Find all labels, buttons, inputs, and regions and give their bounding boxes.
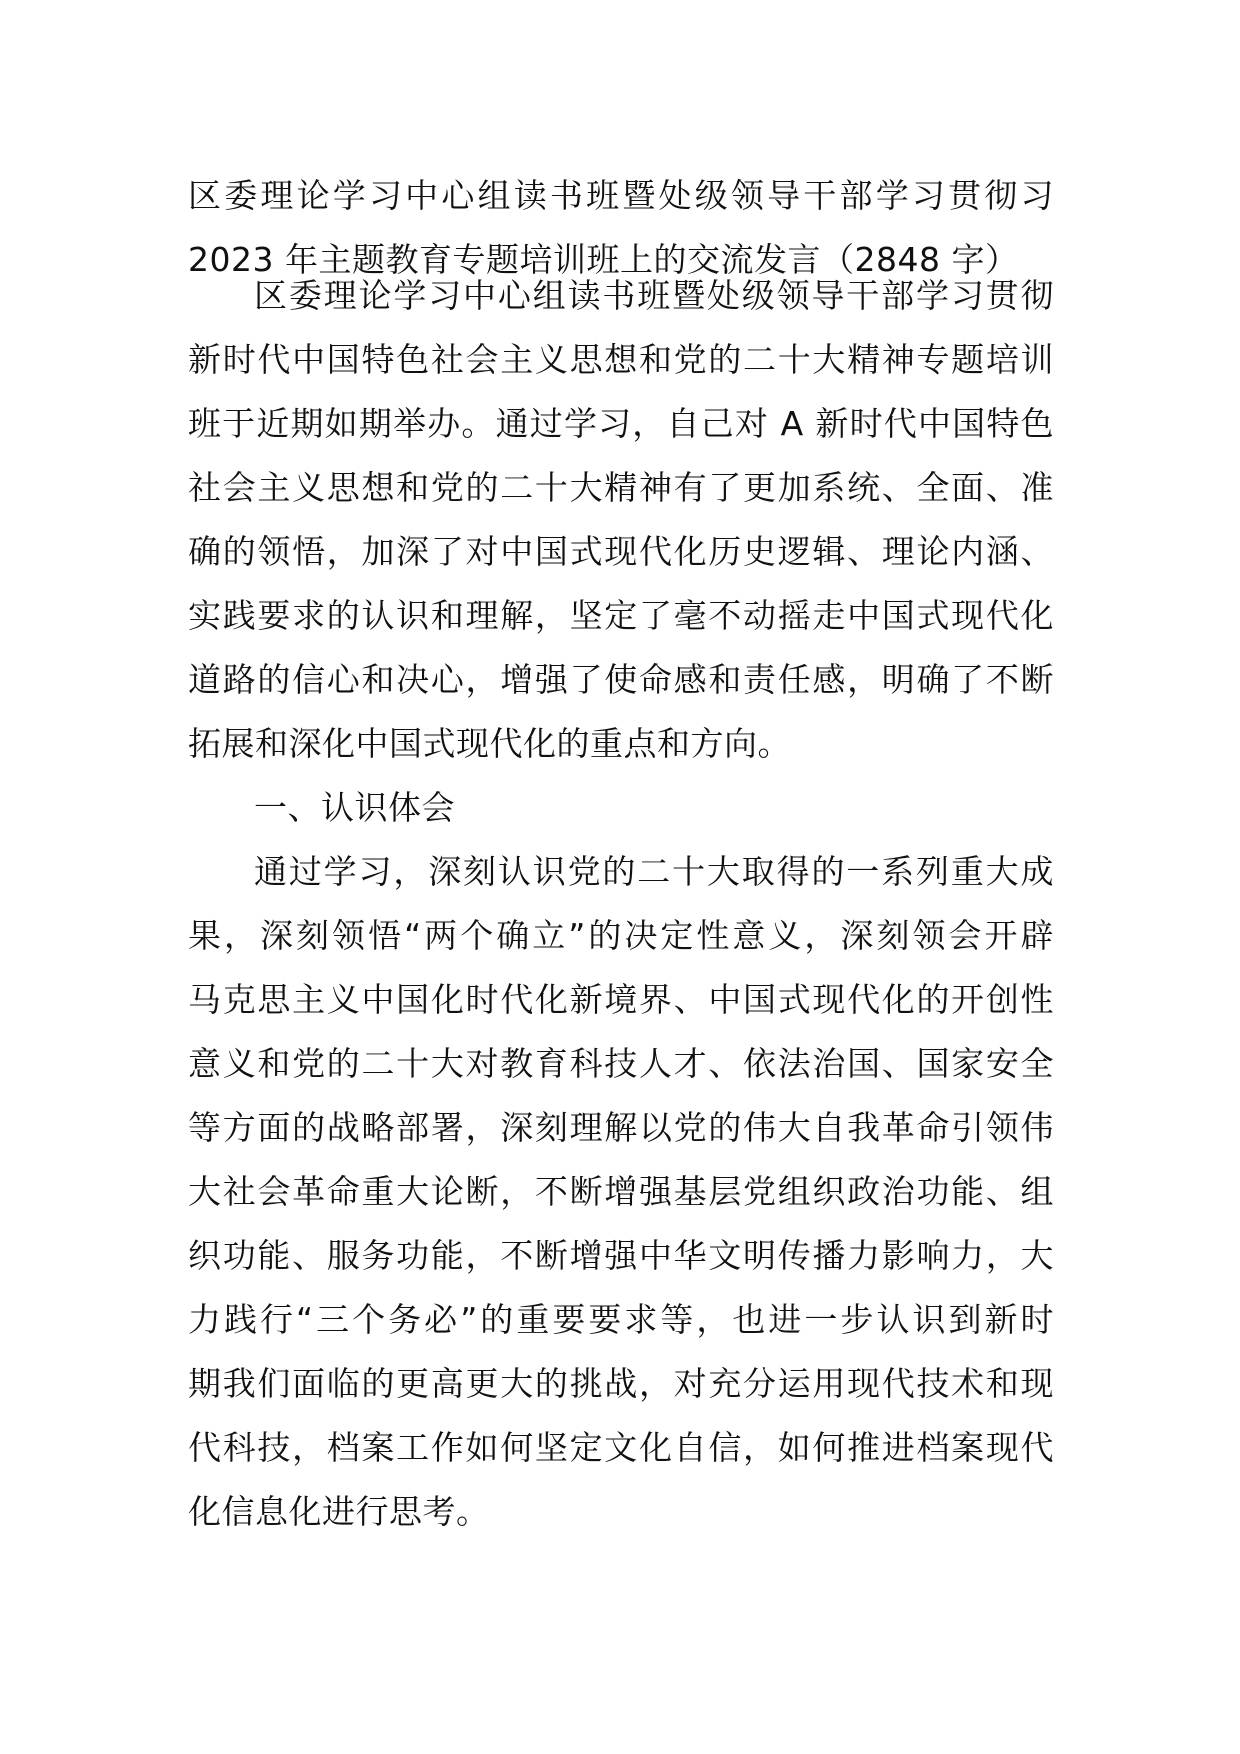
- title-line: 区委理论学习中心组读书班暨处级领导干部学习贯彻习: [188, 176, 1054, 215]
- paragraph-line: 等方面的战略部署，深刻理解以党的伟大自我革命引领伟: [188, 1108, 1054, 1147]
- paragraph-line: 拓展和深化中国式现代化的重点和方向。: [188, 724, 791, 763]
- paragraph-line: 力践行“三个务必”的重要要求等，也进一步认识到新时: [188, 1300, 1054, 1339]
- title-line: 2023 年主题教育专题培训班上的交流发言（2848 字）: [188, 240, 1019, 279]
- paragraph-line: 织功能、服务功能，不断增强中华文明传播力影响力，大: [188, 1236, 1054, 1275]
- document-body: [188, 264, 1054, 1544]
- paragraph-line: 马克思主义中国化时代化新境界、中国式现代化的开创性: [188, 980, 1054, 1019]
- paragraph-line: 新时代中国特色社会主义思想和党的二十大精神专题培训: [188, 340, 1054, 379]
- paragraph-line: 确的领悟，加深了对中国式现代化历史逻辑、理论内涵、: [188, 532, 1054, 571]
- paragraph-line: 班于近期如期举办。通过学习，自己对 A 新时代中国特色: [188, 404, 1054, 443]
- section-heading: 一、认识体会: [254, 788, 455, 827]
- paragraph-line: 通过学习，深刻认识党的二十大取得的一系列重大成: [254, 852, 1054, 891]
- paragraph-line: 社会主义思想和党的二十大精神有了更加系统、全面、准: [188, 468, 1054, 507]
- paragraph-line: 道路的信心和决心，增强了使命感和责任感，明确了不断: [188, 660, 1054, 699]
- paragraph-line: 区委理论学习中心组读书班暨处级领导干部学习贯彻: [254, 276, 1054, 315]
- paragraph-line: 果，深刻领悟“两个确立”的决定性意义，深刻领会开辟: [188, 916, 1054, 955]
- paragraph-line: 意义和党的二十大对教育科技人才、依法治国、国家安全: [188, 1044, 1054, 1083]
- paragraph-line: 大社会革命重大论断，不断增强基层党组织政治功能、组: [188, 1172, 1054, 1211]
- paragraph-line: 期我们面临的更高更大的挑战，对充分运用现代技术和现: [188, 1364, 1054, 1403]
- paragraph-line: 代科技，档案工作如何坚定文化自信，如何推进档案现代: [188, 1428, 1054, 1467]
- paragraph-line: 化信息化进行思考。: [188, 1492, 490, 1531]
- paragraph-line: 实践要求的认识和理解，坚定了毫不动摇走中国式现代化: [188, 596, 1054, 635]
